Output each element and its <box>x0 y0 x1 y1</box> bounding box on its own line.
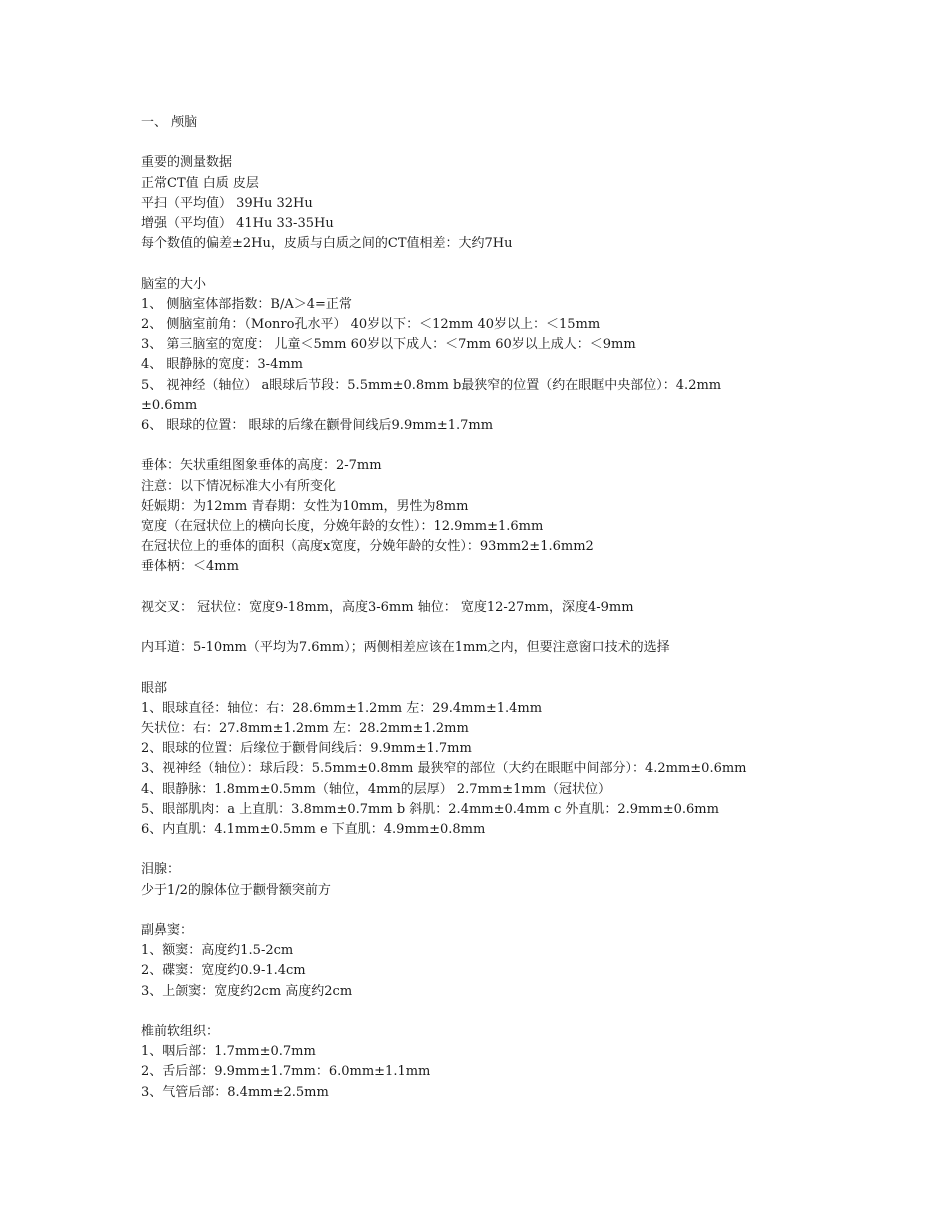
text-line: 3、上颌窦：宽度约2cm 高度约2cm <box>141 983 353 999</box>
text-line: 2、 侧脑室前角：（Monro孔水平） 40岁以下：＜12mm 40岁以上：＜15mm <box>141 317 601 332</box>
text-line: 增强（平均值） 41Hu 33-35Hu <box>141 216 334 231</box>
blank-line <box>141 658 931 678</box>
text-line: 矢状位：右：27.8mm±1.2mm 左：28.2mm±1.2mm <box>141 721 469 736</box>
text-line: 1、眼球直径：轴位：右：28.6mm±1.2mm 左：29.4mm±1.4mm <box>141 700 543 716</box>
text-line: 垂体柄：＜4mm <box>141 559 239 575</box>
text-line: 3、 第三脑室的宽度： 儿童＜5mm 60岁以下成人：＜7mm 60岁以上成人：＜9mm <box>141 337 636 353</box>
text-line: 4、眼静脉：1.8mm±0.5mm（轴位，4mm的层厚） 2.7mm±1mm（冠状位） <box>141 781 612 797</box>
blank-line <box>141 254 931 274</box>
text-line: 在冠状位上的垂体的面积（高度x宽度，分娩年龄的女性）：93mm2±1.6mm2 <box>141 539 594 555</box>
text-line: 6、 眼球的位置： 眼球的后缘在颧骨间线后9.9mm±1.7mm <box>141 418 494 434</box>
text-line: 脑室的大小 <box>141 276 207 292</box>
text-line: 正常CT值 白质 皮层 <box>141 175 259 191</box>
text-line: 6、内直肌：4.1mm±0.5mm e 下直肌：4.9mm±0.8mm <box>141 822 486 838</box>
text-line: 注意：以下情况标准大小有所变化 <box>141 478 337 494</box>
text-line: 视交叉： 冠状位：宽度9-18mm，高度3-6mm 轴位： 宽度12-27mm，深度4-9mm <box>141 599 634 615</box>
text-line: 1、额窦：高度约1.5-2cm <box>141 943 294 959</box>
text-line: ±0.6mm <box>141 397 198 413</box>
text-line: 妊娠期：为12mm 青春期：女性为10mm，男性为8mm <box>141 498 469 514</box>
text-line: 5、 视神经（轴位） a眼球后节段：5.5mm±0.8mm b最狭窄的位置（约在眼眶中央部位）：4.2mm <box>141 377 722 393</box>
text-line: 一、 颅脑 <box>141 115 198 130</box>
text-line: 少于1/2的腺体位于颧骨额突前方 <box>141 882 331 898</box>
text-line: 副鼻窦： <box>141 923 194 938</box>
text-line: 2、碟窦：宽度约0.9-1.4cm <box>141 963 306 979</box>
document-body <box>141 113 931 1103</box>
text-line: 3、气管后部：8.4mm±2.5mm <box>141 1084 329 1100</box>
blank-line <box>141 436 931 456</box>
text-line: 每个数值的偏差±2Hu，皮质与白质之间的CT值相差：大约7Hu <box>141 236 513 252</box>
blank-line <box>141 901 931 921</box>
blank-line <box>141 133 931 153</box>
text-line: 5、眼部肌肉：a 上直肌：3.8mm±0.7mm b 斜肌：2.4mm±0.4mm c 外直肌：2.9mm±0.6mm <box>141 801 719 817</box>
text-line: 2、眼球的位置：后缘位于颧骨间线后：9.9mm±1.7mm <box>141 741 472 757</box>
text-line: 4、 眼静脉的宽度：3-4mm <box>141 357 303 373</box>
blank-line <box>141 840 931 860</box>
text-line: 宽度（在冠状位上的横向长度，分娩年龄的女性）：12.9mm±1.6mm <box>141 519 544 535</box>
text-line: 垂体：矢状重组图象垂体的高度：2-7mm <box>141 458 382 474</box>
blank-line <box>141 578 931 598</box>
text-line: 泪腺： <box>141 862 181 878</box>
blank-line <box>141 618 931 638</box>
text-line: 椎前软组织： <box>141 1024 220 1039</box>
text-line: 3、视神经（轴位）：球后段：5.5mm±0.8mm 最狭窄的部位（大约在眼眶中间部分）：4.2mm±0.6mm <box>141 761 747 777</box>
text-line: 1、咽后部：1.7mm±0.7mm <box>141 1044 316 1060</box>
text-line: 2、舌后部：9.9mm±1.7mm：6.0mm±1.1mm <box>141 1064 431 1080</box>
text-line: 1、 侧脑室体部指数：B/A＞4=正常 <box>141 296 352 312</box>
text-line: 重要的测量数据 <box>141 155 233 171</box>
text-line: 内耳道：5-10mm（平均为7.6mm）；两侧相差应该在1mm之内，但要注意窗口技术的选择 <box>141 640 670 656</box>
blank-line <box>141 1002 931 1022</box>
text-line: 平扫（平均值） 39Hu 32Hu <box>141 195 313 211</box>
text-line: 眼部 <box>141 680 168 696</box>
